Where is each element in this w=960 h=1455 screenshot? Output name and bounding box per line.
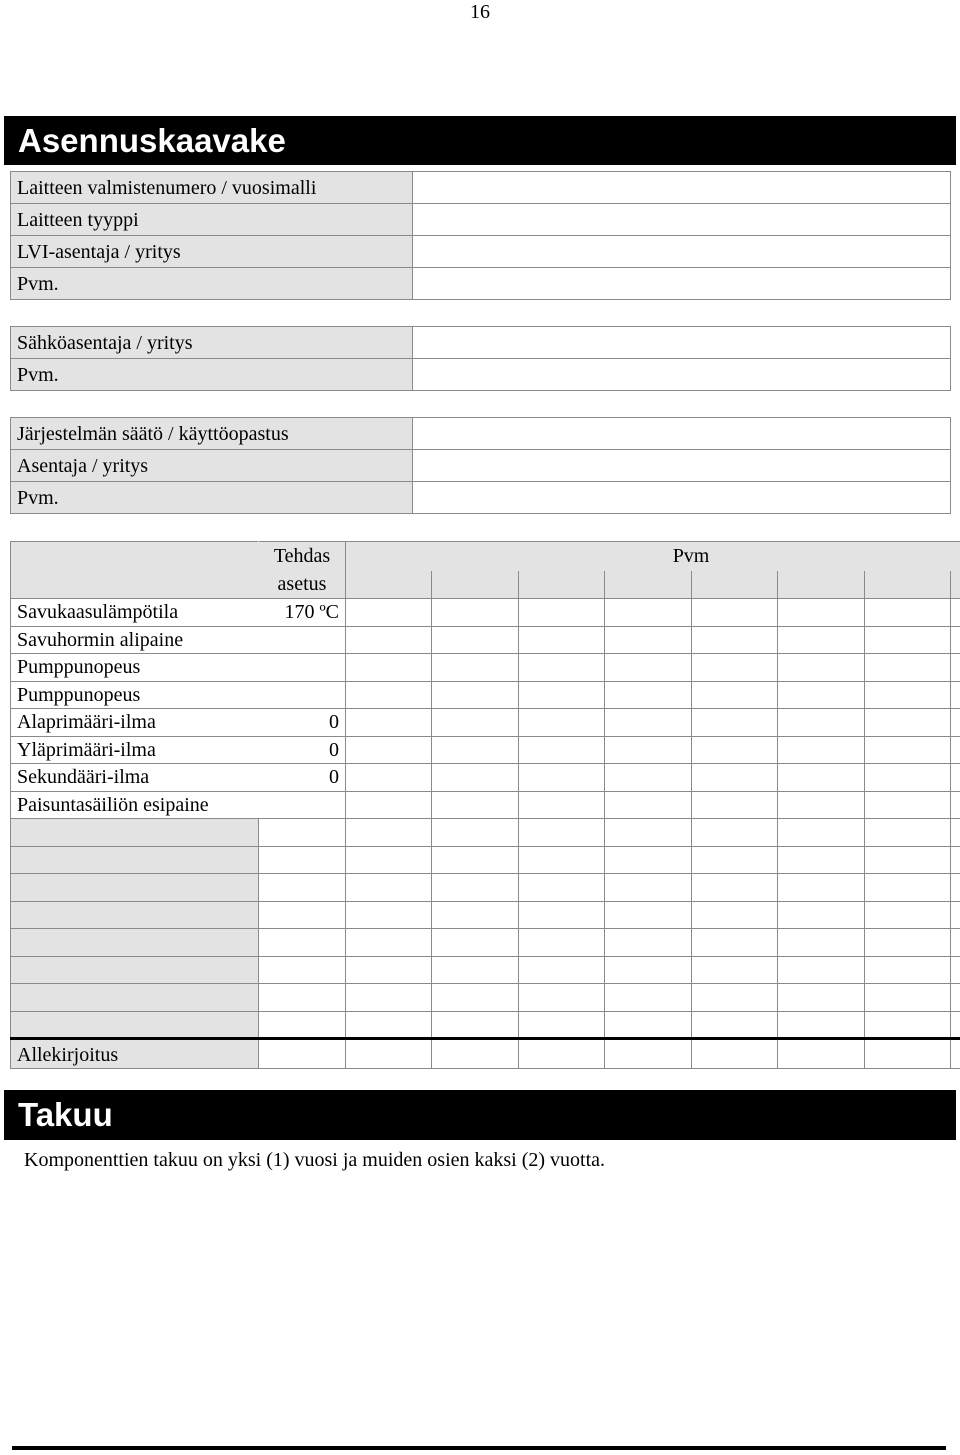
factory-value: [259, 654, 346, 682]
value-cell[interactable]: [259, 1011, 346, 1039]
value-cell[interactable]: [346, 626, 432, 654]
signature-cell[interactable]: [346, 1039, 432, 1069]
setting-name: Pumppunopeus: [11, 654, 259, 682]
electrician-field[interactable]: [413, 327, 951, 359]
signature-cell[interactable]: [432, 1039, 519, 1069]
table-row: [11, 736, 960, 764]
value-cell[interactable]: [692, 956, 778, 984]
value-cell[interactable]: [951, 599, 960, 627]
value-cell[interactable]: [432, 1011, 519, 1039]
date-column-cell[interactable]: [432, 571, 519, 599]
signature-cell[interactable]: [605, 1039, 692, 1069]
value-cell[interactable]: [519, 846, 605, 874]
value-cell[interactable]: [432, 819, 519, 847]
value-cell[interactable]: [346, 874, 432, 902]
value-cell[interactable]: [519, 901, 605, 929]
value-cell[interactable]: [778, 901, 865, 929]
value-cell[interactable]: [692, 929, 778, 957]
field-label: Sähköasentaja / yritys: [11, 327, 413, 359]
value-cell[interactable]: [346, 819, 432, 847]
value-cell[interactable]: [605, 599, 692, 627]
table-row: [11, 681, 960, 709]
value-cell[interactable]: [951, 626, 960, 654]
blank-row: [11, 874, 960, 902]
value-cell[interactable]: [778, 764, 865, 792]
section-title-installation: Asennuskaavake: [4, 116, 956, 165]
value-cell[interactable]: [605, 819, 692, 847]
commissioning-field[interactable]: [413, 418, 951, 450]
value-cell[interactable]: [605, 1011, 692, 1039]
value-cell[interactable]: [692, 709, 778, 737]
value-cell[interactable]: [951, 901, 960, 929]
date-column-cell[interactable]: [519, 571, 605, 599]
factory-value: 0: [259, 709, 346, 737]
value-cell[interactable]: [519, 984, 605, 1012]
value-cell[interactable]: [259, 874, 346, 902]
table-row: [11, 654, 960, 682]
field-label: Laitteen tyyppi: [11, 204, 413, 236]
value-cell[interactable]: [432, 956, 519, 984]
factory-value: [259, 626, 346, 654]
value-cell[interactable]: [432, 764, 519, 792]
value-cell[interactable]: [605, 709, 692, 737]
value-cell[interactable]: [951, 791, 960, 819]
value-cell[interactable]: [865, 681, 951, 709]
value-cell[interactable]: [692, 874, 778, 902]
value-cell[interactable]: [951, 819, 960, 847]
value-cell[interactable]: [605, 681, 692, 709]
blank-row: [11, 984, 960, 1012]
value-cell[interactable]: [692, 736, 778, 764]
value-cell[interactable]: [346, 846, 432, 874]
table-row: [11, 791, 960, 819]
value-cell[interactable]: [778, 654, 865, 682]
value-cell[interactable]: [865, 626, 951, 654]
value-cell[interactable]: [519, 956, 605, 984]
page-number: 16: [470, 1, 490, 23]
value-cell[interactable]: [951, 846, 960, 874]
value-cell[interactable]: [692, 1011, 778, 1039]
header-blank-cell: [11, 542, 259, 599]
value-cell[interactable]: [865, 929, 951, 957]
value-cell[interactable]: [519, 791, 605, 819]
value-cell[interactable]: [519, 626, 605, 654]
value-cell[interactable]: [432, 984, 519, 1012]
field-label: Pvm.: [11, 268, 413, 300]
date-column-cell[interactable]: [692, 571, 778, 599]
value-cell[interactable]: [865, 791, 951, 819]
form-row: [11, 172, 951, 204]
value-cell[interactable]: [519, 599, 605, 627]
value-cell[interactable]: [605, 846, 692, 874]
value-cell[interactable]: [778, 819, 865, 847]
value-cell[interactable]: [519, 736, 605, 764]
value-cell[interactable]: [432, 681, 519, 709]
setting-name: Alaprimääri-ilma: [11, 709, 259, 737]
blank-name-cell[interactable]: [11, 819, 259, 847]
value-cell[interactable]: [692, 846, 778, 874]
factory-value: 0: [259, 736, 346, 764]
blank-name-cell[interactable]: [11, 929, 259, 957]
value-cell[interactable]: [865, 709, 951, 737]
date-header: Pvm: [346, 542, 960, 571]
value-cell[interactable]: [951, 654, 960, 682]
blank-row: [11, 846, 960, 874]
commissioning-info-table: [10, 417, 951, 514]
value-cell[interactable]: [519, 874, 605, 902]
value-cell[interactable]: [346, 956, 432, 984]
value-cell[interactable]: [432, 736, 519, 764]
table-row: [11, 764, 960, 792]
value-cell[interactable]: [605, 901, 692, 929]
form-row: [11, 418, 951, 450]
table-row: [11, 709, 960, 737]
factory-header-line2: asetus: [277, 573, 327, 595]
value-cell[interactable]: [692, 626, 778, 654]
serial-model-field[interactable]: [413, 172, 951, 204]
value-cell[interactable]: [605, 984, 692, 1012]
hvac-date-field[interactable]: [413, 268, 951, 300]
field-label: Laitteen valmistenumero / vuosimalli: [11, 172, 413, 204]
signature-cell[interactable]: [259, 1039, 346, 1069]
signature-label: Allekirjoitus: [11, 1039, 259, 1069]
blank-row: [11, 1011, 960, 1039]
factory-header-line1: Tehdas: [273, 545, 331, 567]
warranty-text: Komponenttien takuu on yksi (1) vuosi ja muiden osien kaksi (2) vuotta.: [24, 1149, 606, 1171]
factory-value: 170 ºC: [259, 599, 346, 627]
date-column-cell[interactable]: [346, 571, 432, 599]
commissioning-date-field[interactable]: [413, 482, 951, 514]
setting-name: Savukaasulämpötila: [11, 599, 259, 627]
signature-row: [11, 1039, 960, 1069]
value-cell[interactable]: [692, 654, 778, 682]
value-cell[interactable]: [778, 1011, 865, 1039]
value-cell[interactable]: [778, 709, 865, 737]
value-cell[interactable]: [605, 956, 692, 984]
signature-cell[interactable]: [951, 1039, 960, 1069]
value-cell[interactable]: [519, 764, 605, 792]
value-cell[interactable]: [692, 791, 778, 819]
factory-setting-header: [259, 542, 346, 599]
factory-value: 0: [259, 764, 346, 792]
value-cell[interactable]: [519, 929, 605, 957]
value-cell[interactable]: [519, 709, 605, 737]
value-cell[interactable]: [346, 654, 432, 682]
value-cell[interactable]: [432, 929, 519, 957]
value-cell[interactable]: [346, 1011, 432, 1039]
value-cell[interactable]: [865, 956, 951, 984]
field-label: Pvm.: [11, 482, 413, 514]
value-cell[interactable]: [865, 654, 951, 682]
value-cell[interactable]: [605, 736, 692, 764]
date-column-cell[interactable]: [865, 571, 951, 599]
value-cell[interactable]: [951, 874, 960, 902]
value-cell[interactable]: [692, 819, 778, 847]
form-row: [11, 327, 951, 359]
value-cell[interactable]: [519, 681, 605, 709]
value-cell[interactable]: [692, 681, 778, 709]
value-cell[interactable]: [605, 654, 692, 682]
value-cell[interactable]: [951, 709, 960, 737]
commissioning-installer-field[interactable]: [413, 450, 951, 482]
blank-row: [11, 956, 960, 984]
value-cell[interactable]: [432, 846, 519, 874]
value-cell[interactable]: [259, 984, 346, 1012]
value-cell[interactable]: [259, 956, 346, 984]
value-cell[interactable]: [605, 626, 692, 654]
setting-name: Savuhormin alipaine: [11, 626, 259, 654]
value-cell[interactable]: [432, 791, 519, 819]
value-cell[interactable]: [259, 819, 346, 847]
electrician-info-table: [10, 326, 951, 391]
value-cell[interactable]: [865, 736, 951, 764]
blank-name-cell[interactable]: [11, 956, 259, 984]
form-row: [11, 359, 951, 391]
signature-cell[interactable]: [519, 1039, 605, 1069]
field-label: Järjestelmän säätö / käyttöopastus: [11, 418, 413, 450]
bottom-rule: [12, 1446, 946, 1450]
value-cell[interactable]: [346, 736, 432, 764]
hvac-installer-field[interactable]: [413, 236, 951, 268]
form-row: [11, 204, 951, 236]
value-cell[interactable]: [692, 901, 778, 929]
blank-name-cell[interactable]: [11, 901, 259, 929]
value-cell[interactable]: [951, 764, 960, 792]
value-cell[interactable]: [519, 1011, 605, 1039]
device-type-field[interactable]: [413, 204, 951, 236]
value-cell[interactable]: [346, 984, 432, 1012]
blank-row: [11, 819, 960, 847]
value-cell[interactable]: [778, 599, 865, 627]
value-cell[interactable]: [346, 709, 432, 737]
electrician-date-field[interactable]: [413, 359, 951, 391]
section-title-warranty: Takuu: [4, 1090, 956, 1140]
signature-cell[interactable]: [692, 1039, 778, 1069]
value-cell[interactable]: [778, 929, 865, 957]
blank-row: [11, 929, 960, 957]
blank-name-cell[interactable]: [11, 846, 259, 874]
setting-name: Paisuntasäiliön esipaine: [11, 791, 259, 819]
date-column-cell[interactable]: [778, 571, 865, 599]
value-cell[interactable]: [432, 626, 519, 654]
blank-name-cell[interactable]: [11, 874, 259, 902]
value-cell[interactable]: [432, 654, 519, 682]
value-cell[interactable]: [346, 599, 432, 627]
value-cell[interactable]: [865, 901, 951, 929]
signature-cell[interactable]: [865, 1039, 951, 1069]
value-cell[interactable]: [778, 956, 865, 984]
value-cell[interactable]: [778, 874, 865, 902]
value-cell[interactable]: [951, 681, 960, 709]
value-cell[interactable]: [605, 791, 692, 819]
setting-name: Pumppunopeus: [11, 681, 259, 709]
value-cell[interactable]: [778, 984, 865, 1012]
value-cell[interactable]: [432, 901, 519, 929]
field-label: LVI-asentaja / yritys: [11, 236, 413, 268]
value-cell[interactable]: [432, 599, 519, 627]
value-cell[interactable]: [692, 599, 778, 627]
value-cell[interactable]: [605, 929, 692, 957]
value-cell[interactable]: [346, 791, 432, 819]
value-cell[interactable]: [259, 846, 346, 874]
blank-name-cell[interactable]: [11, 1011, 259, 1039]
value-cell[interactable]: [865, 874, 951, 902]
signature-cell[interactable]: [778, 1039, 865, 1069]
table-row: [11, 626, 960, 654]
date-column-cell[interactable]: [951, 571, 960, 599]
field-label: Asentaja / yritys: [11, 450, 413, 482]
value-cell[interactable]: [865, 599, 951, 627]
value-cell[interactable]: [432, 709, 519, 737]
value-cell[interactable]: [605, 764, 692, 792]
value-cell[interactable]: [778, 736, 865, 764]
factory-value: [259, 791, 346, 819]
value-cell[interactable]: [865, 764, 951, 792]
value-cell[interactable]: [778, 791, 865, 819]
value-cell[interactable]: [951, 1011, 960, 1039]
value-cell[interactable]: [778, 626, 865, 654]
form-row: [11, 450, 951, 482]
value-cell[interactable]: [346, 929, 432, 957]
form-row: [11, 236, 951, 268]
value-cell[interactable]: [519, 819, 605, 847]
value-cell[interactable]: [865, 1011, 951, 1039]
value-cell[interactable]: [692, 764, 778, 792]
setting-name: Sekundääri-ilma: [11, 764, 259, 792]
value-cell[interactable]: [951, 929, 960, 957]
installer-info-table: [10, 171, 951, 300]
value-cell[interactable]: [346, 681, 432, 709]
field-label: Pvm.: [11, 359, 413, 391]
value-cell[interactable]: [605, 874, 692, 902]
value-cell[interactable]: [519, 654, 605, 682]
form-row: [11, 482, 951, 514]
value-cell[interactable]: [259, 901, 346, 929]
value-cell[interactable]: [778, 846, 865, 874]
blank-name-cell[interactable]: [11, 984, 259, 1012]
value-cell[interactable]: [865, 819, 951, 847]
value-cell[interactable]: [692, 984, 778, 1012]
value-cell[interactable]: [951, 984, 960, 1012]
table-row: [11, 599, 960, 627]
value-cell[interactable]: [865, 984, 951, 1012]
date-column-cell[interactable]: [605, 571, 692, 599]
value-cell[interactable]: [951, 736, 960, 764]
blank-row: [11, 901, 960, 929]
value-cell[interactable]: [432, 874, 519, 902]
value-cell[interactable]: [346, 764, 432, 792]
header-row: [11, 542, 960, 571]
value-cell[interactable]: [346, 901, 432, 929]
setting-name: Yläprimääri-ilma: [11, 736, 259, 764]
value-cell[interactable]: [778, 681, 865, 709]
form-row: [11, 268, 951, 300]
settings-table: [10, 541, 960, 1069]
value-cell[interactable]: [259, 929, 346, 957]
factory-value: [259, 681, 346, 709]
value-cell[interactable]: [951, 956, 960, 984]
value-cell[interactable]: [865, 846, 951, 874]
